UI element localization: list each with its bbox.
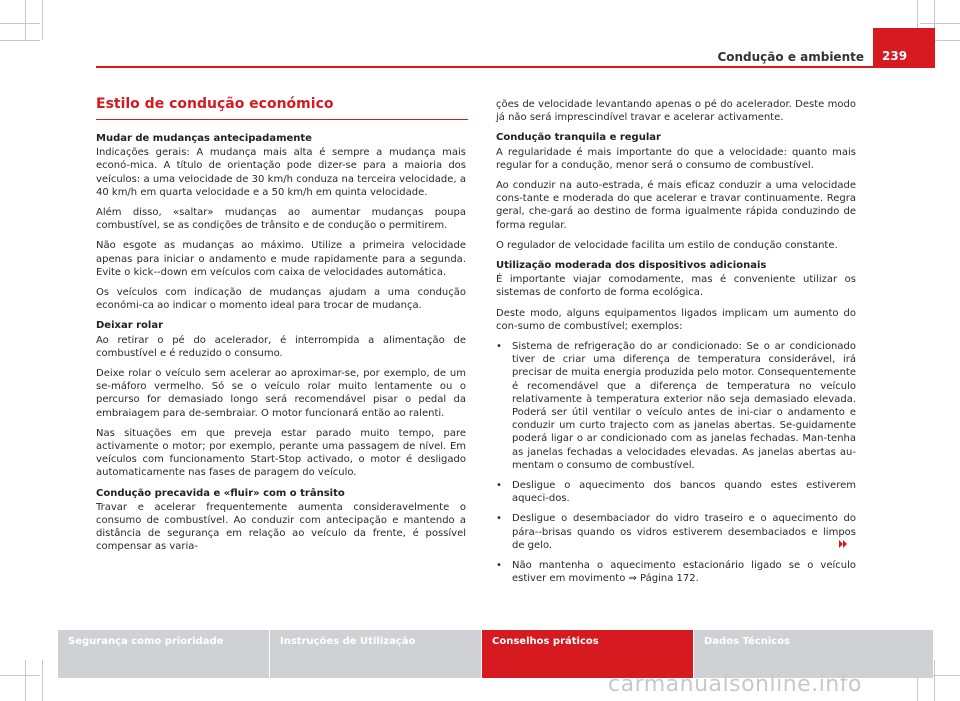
tab-seguranca[interactable]: Segurança como prioridade [58,630,269,678]
crop-mark [920,23,960,24]
paragraph: Os veículos com indicação de mudanças ajudam a uma condução económi-ca ao indicar o momento ideal para trocar de mudança. [96,287,466,312]
paragraph: É importante viajar comodamente, mas é conveniente utilizar os sistemas de conforto de forma ecológica. [496,274,856,299]
list-item-text: Desligue o desembaciador do vidro traseiro e o aquecimento do pára--brisas quando os vidros estiverem desembaciados e limpos de gelo. [512,513,856,551]
crop-mark [42,660,43,701]
section-rule [96,119,468,120]
paragraph: Não esgote as mudanças ao máximo. Utilize a primeira velocidade apenas para iniciar o andamento e mude rapidamente para a segunda. Evite o kick--down em veículos com caixa de velocidades automática. [96,240,466,278]
subheading: Utilização moderada dos dispositivos adicionais [496,260,767,272]
watermark-text: carmanualsonline.info [608,672,862,697]
section-title: Estilo de condução económico [96,96,334,112]
double-chevron-right-icon [838,539,848,549]
subheading: Deixar rolar [96,320,164,332]
list-item-text: Sistema de refrigeração do ar condicionado: Se o ar condicionado tiver de criar uma diferença de temperatura considerável, irá precisar de muita energia produzida pelo motor. Consequentemente é recomendável que a diferença de temperatura no veículo relativamente à temperatura exterior não seja demasiado elevada. Poderá ser útil ventilar o veículo antes de ini-ciar o andamento e conduzir um curto trajecto com as janelas abertas. Se-guidamente poderá ligar o ar condicionado com as janelas fechadas. Man-tenha as janelas fechadas a velocidades elevadas. As janelas abertas au-mentam o consumo de combustível. [512,341,856,471]
paragraph: Deste modo, alguns equipamentos ligados implicam um aumento do con-sumo de combustível; exemplos: [496,307,856,332]
paragraph: Deixe rolar o veículo sem acelerar ao aproximar-se, por exemplo, de um se-máforo vermelho. Só se o veículo rolar muito lentamente ou o percurso for demasiado longo será recomendável pisar o pedal da embraiagem para de-sembraiar. O motor funcionará então ao ralenti. [96,368,466,419]
paragraph: O regulador de velocidade facilita um estilo de condução constante. [496,239,838,251]
page-number: 239 [873,28,935,68]
paragraph: ções de velocidade levantando apenas o pé do acelerador. Deste modo já não será imprescindível travar e acelerar activamente. [496,99,856,124]
tab-instrucoes[interactable]: Instruções de Utilização [270,630,481,678]
crop-mark [934,660,935,701]
subheading: Condução tranquila e regular [496,132,661,144]
header-rule [96,66,935,68]
list-item-text: Desligue o aquecimento dos bancos quando estes estiverem aqueci-dos. [512,480,856,505]
right-column [496,98,856,593]
paragraph: Ao retirar o pé do acelerador, é interrompida a alimentação de combustível e é reduzido o consumo. [96,334,466,359]
paragraph: A regularidade é mais importante do que a velocidade: quanto mais regular for a condução, menor será o consumo de combustível. [496,146,856,171]
list-item [496,559,856,585]
list-item [496,512,856,552]
paragraph: Nas situações em que preveja estar parado muito tempo, pare activamente o motor; por exemplo, perante uma passagem de nível. Em veículos com funcionamento Start-Stop activado, o motor é desligado automaticamente nas fases de paragem do veículo. [96,427,466,479]
list-item [496,479,856,505]
paragraph: Além disso, «saltar» mudanças ao aumentar mudanças poupa combustível, se as condições de trânsito e de condução o permitirem. [96,207,466,232]
crop-mark [0,23,40,24]
paragraph: Ao conduzir na auto-estrada, é mais eficaz conduzir a uma velocidade cons-tante e moderada do que acelerar e travar continuamente. Regra geral, che-gará ao destino de forma igualmente rápida conduzindo de forma regular. [496,180,856,231]
left-column [96,132,466,561]
chapter-title: Condução e ambiente [717,50,864,64]
paragraph: Travar e acelerar frequentemente aumenta consideravelmente o consumo de combustível. Ao conduzir com antecipação e mantendo a distância de segurança em relação ao veículo da frente, é possível compensar as varia- [96,501,466,553]
tab-conselhos[interactable]: Conselhos práticos [482,630,693,678]
bullet-icon: • [496,513,502,525]
bullet-icon: • [496,341,502,353]
crop-mark [0,40,40,41]
chapter-tabs [58,630,934,678]
subheading: Condução precavida e «fluir» com o trânsito [96,487,345,499]
list-item [496,340,856,472]
crop-mark [25,0,26,40]
tab-dados-tecnicos[interactable]: Dados Técnicos [694,630,933,678]
crop-mark [42,0,43,40]
subheading: Mudar de mudanças antecipadamente [96,133,312,144]
bullet-icon: • [496,560,502,572]
paragraph: Indicações gerais: A mudança mais alta é sempre a mudança mais econó-mica. A título de orientação pode dizer-se para a maioria dos veículos: a uma velocidade de 30 km/h conduza na terceira velocidade, a 40 km/h em quarta velocidade e a 50 km/h em quinta velocidade. [96,147,466,198]
bullet-icon: • [496,480,502,492]
crop-mark [0,675,40,676]
list-item-text: Não mantenha o aquecimento estacionário ligado se o veículo estiver em movimento ⇒ Página 172. [512,560,856,585]
crop-mark [25,660,26,701]
